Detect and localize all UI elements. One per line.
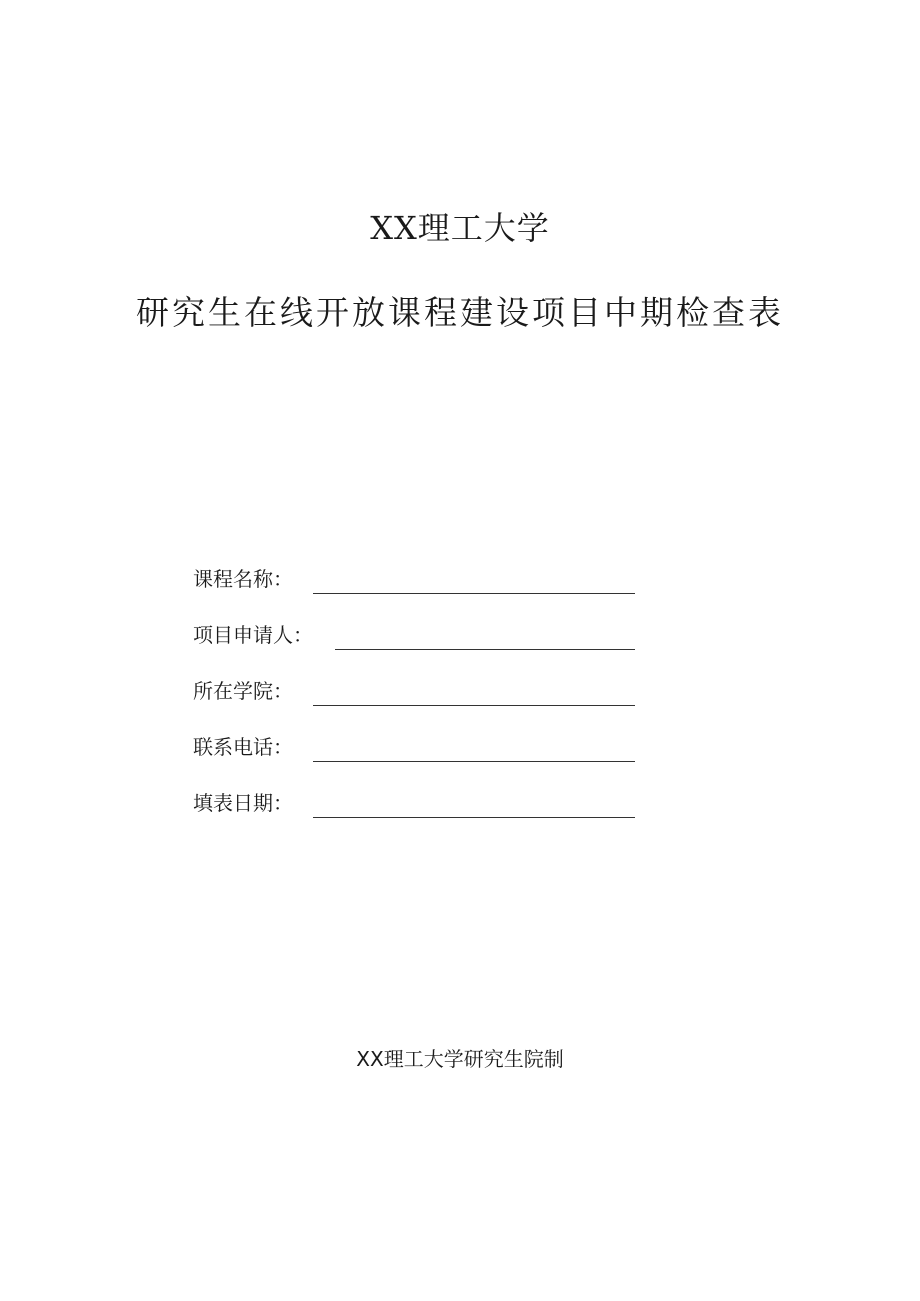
field-college (193, 672, 643, 706)
field-fill-date (193, 784, 643, 818)
field-course-name (193, 560, 643, 594)
field-line-phone[interactable] (313, 761, 635, 762)
field-phone (193, 728, 643, 762)
form-title: 研究生在线开放课程建设项目中期检查表 (136, 293, 784, 332)
field-line-course-name[interactable] (313, 593, 635, 594)
university-name: XX理工大学 (370, 209, 550, 247)
issuer-footer: XX理工大学研究生院制 (356, 1047, 564, 1071)
field-line-applicant[interactable] (335, 649, 635, 650)
field-line-college[interactable] (313, 705, 635, 706)
field-label-phone: 联系电话： (193, 735, 293, 759)
field-label-course-name: 课程名称： (193, 567, 293, 591)
field-label-applicant: 项目申请人： (193, 623, 313, 647)
field-line-fill-date[interactable] (313, 817, 635, 818)
field-label-college: 所在学院： (193, 679, 293, 703)
field-applicant (193, 616, 643, 650)
field-label-fill-date: 填表日期： (193, 791, 293, 815)
